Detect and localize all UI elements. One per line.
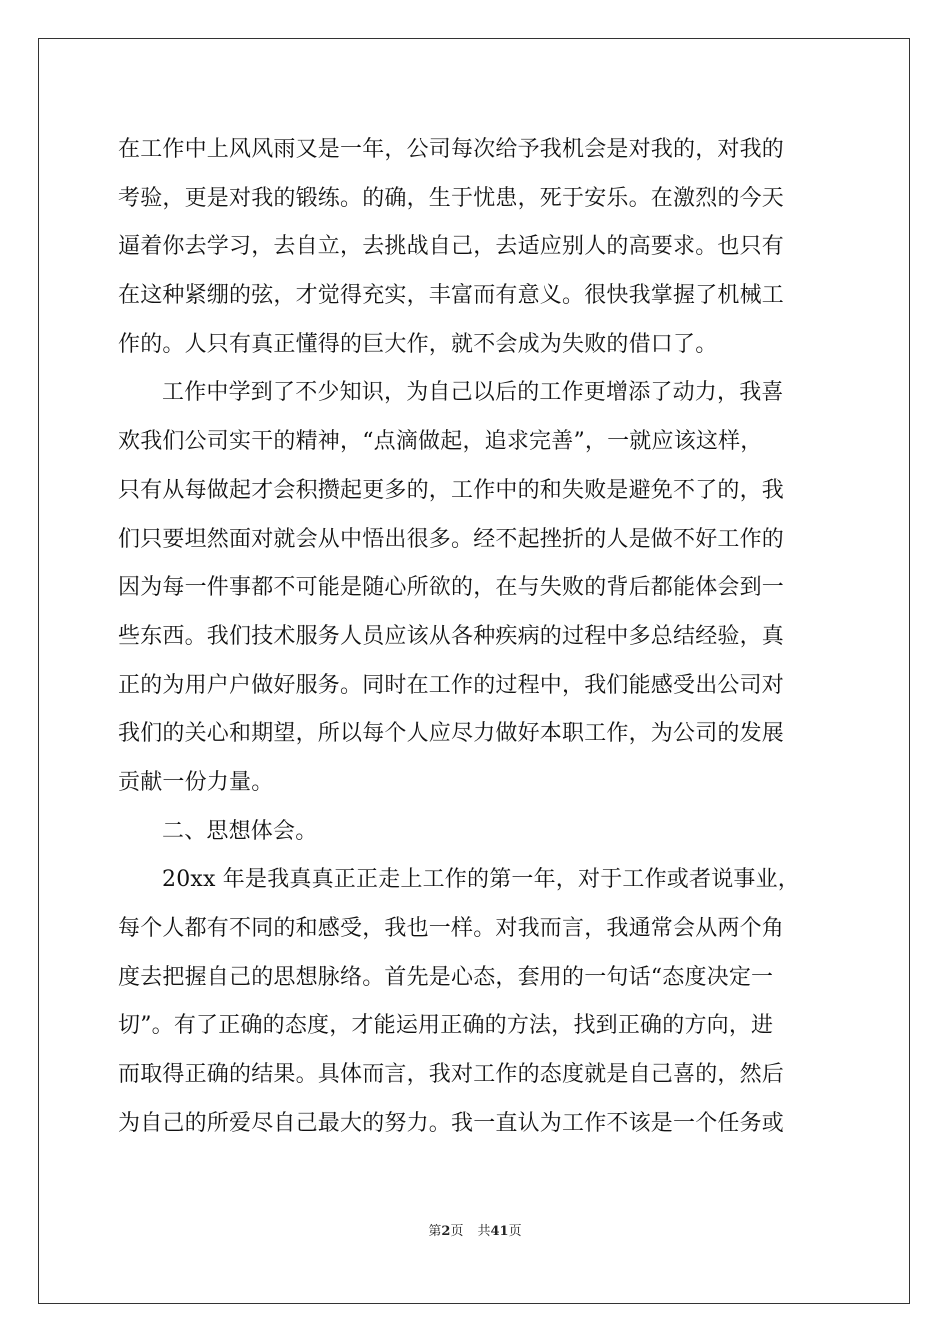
text-line-9: 们只要坦然面对就会从中悟出很多。经不起挫折的人是做不好工作的 [118, 526, 785, 552]
text-line-8: 只有从每做起才会积攒起更多的，工作中的和失败是避免不了的，我 [118, 477, 785, 503]
text-line-16: 20xx 年是我真真正正走上工作的第一年，对于工作或者说事业， [162, 867, 801, 893]
section-heading: 二、思想体会。 [162, 818, 318, 844]
body-text [118, 126, 833, 1148]
text-line-14: 贡献一份力量。 [118, 769, 274, 795]
text-line-3: 逼着你去学习，去自立，去挑战自己，去适应别人的高要求。也只有 [118, 234, 785, 260]
text-line-1: 在工作中上风风雨又是一年，公司每次给予我机会是对我的，对我的 [118, 137, 785, 162]
text-line-12: 正的为用户户做好服务。同时在工作的过程中，我们能感受出公司对 [118, 672, 785, 698]
total-pages: 41 [490, 1224, 509, 1239]
text-line-10: 因为每一件事都不可能是随心所欲的，在与失败的背后都能体会到一 [118, 575, 785, 601]
text-line-17: 每个人都有不同的和感受，我也一样。对我而言，我通常会从两个角 [118, 916, 785, 941]
text-line-2: 考验，更是对我的锻练。的确，生于忧患，死于安乐。在激烈的今天 [118, 185, 785, 211]
text-line-5: 作的。人只有真正懂得的巨大作，就不会成为失败的借口了。 [118, 331, 718, 357]
page-footer [0, 1220, 950, 1239]
text-line-20: 而取得正确的结果。具体而言，我对工作的态度就是自己喜的，然后 [118, 1062, 785, 1088]
total-prefix: 共 [477, 1224, 491, 1239]
total-suffix: 页 [508, 1224, 522, 1239]
text-line-7: 欢我们公司实干的精神，“点滴做起，追求完善”，一就应该这样， [118, 429, 763, 455]
text-line-13: 我们的关心和期望，所以每个人应尽力做好本职工作，为公司的发展 [118, 721, 785, 747]
page-number: 2 [441, 1224, 451, 1239]
text-line-4: 在这种紧绷的弦，才觉得充实，丰富而有意义。很快我掌握了机械工 [118, 283, 785, 309]
text-line-11: 些东西。我们技术服务人员应该从各种疾病的过程中多总结经验，真 [118, 623, 785, 649]
text-line-21: 为自己的所爱尽自己最大的努力。我一直认为工作不该是一个任务或 [118, 1110, 785, 1136]
page-prefix: 第 [428, 1224, 442, 1239]
text-line-19: 切”。有了正确的态度，才能运用正确的方法，找到正确的方向，进 [118, 1013, 774, 1039]
text-line-6: 工作中学到了不少知识，为自己以后的工作更增添了动力，我喜 [162, 380, 784, 406]
page-suffix: 页 [450, 1224, 464, 1239]
text-line-18: 度去把握自己的思想脉络。首先是心态，套用的一句话“态度决定一 [118, 964, 774, 990]
